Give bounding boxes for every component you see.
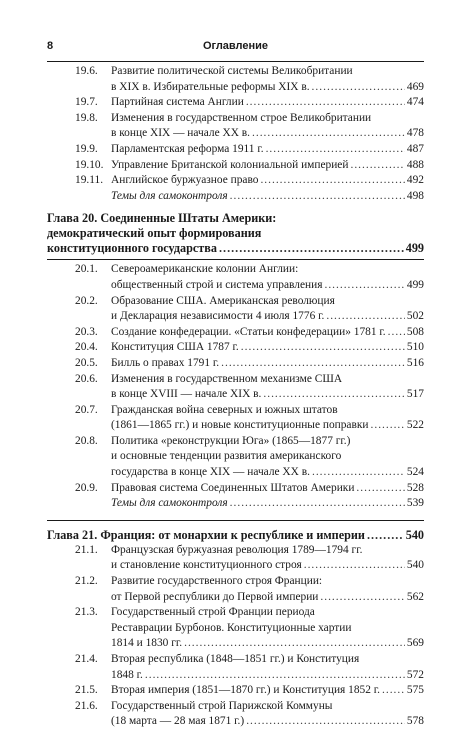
dot-leader bbox=[312, 80, 405, 96]
toc-entry[interactable] bbox=[47, 699, 424, 730]
entry-text-line: Правовая система Соединенных Штатов Америки bbox=[111, 481, 355, 494]
dot-leader bbox=[356, 481, 404, 497]
entry-last-line bbox=[111, 418, 424, 434]
page-ref: 572 bbox=[406, 668, 424, 681]
dot-leader bbox=[326, 309, 405, 325]
entry-text-line: (18 марта — 28 мая 1871 г.) bbox=[111, 715, 245, 728]
dot-leader bbox=[221, 356, 405, 372]
entry-number: 20.6. bbox=[75, 372, 98, 385]
entry-last-line bbox=[111, 387, 424, 403]
entry-text-line: государства в конце XIX — начале XX в. bbox=[111, 466, 310, 479]
entry-last-line bbox=[111, 309, 424, 325]
page-ref: 488 bbox=[406, 158, 424, 171]
dot-leader bbox=[263, 387, 405, 403]
page-ref: 510 bbox=[406, 341, 424, 354]
entry-last-line bbox=[111, 481, 424, 497]
entry-text-line: Изменения в государственном строе Великобритании bbox=[111, 111, 372, 124]
page-ref: 539 bbox=[406, 497, 424, 510]
dot-leader bbox=[382, 683, 405, 699]
dot-leader bbox=[246, 95, 405, 111]
entry-text-line: Североамериканские колонии Англии: bbox=[111, 263, 299, 276]
toc-entry[interactable] bbox=[47, 262, 424, 293]
entry-last-line bbox=[111, 189, 424, 205]
entry-number: 19.7. bbox=[75, 96, 98, 109]
toc-entry[interactable] bbox=[47, 356, 424, 372]
entry-text-line: общественный строй и система управления bbox=[111, 278, 323, 291]
entry-number: 20.3. bbox=[75, 325, 98, 338]
chapter-title-last-line bbox=[47, 241, 424, 256]
page-ref: 540 bbox=[406, 559, 424, 572]
running-title: Оглавление bbox=[202, 40, 269, 52]
toc-entry[interactable] bbox=[47, 496, 424, 512]
page-ref: 524 bbox=[406, 466, 424, 479]
dot-leader bbox=[312, 465, 405, 481]
toc-entry[interactable] bbox=[47, 434, 424, 481]
chapter-title-line bbox=[47, 226, 424, 241]
entry-last-line bbox=[111, 636, 424, 652]
entry-last-line bbox=[111, 465, 424, 481]
page-ref: 487 bbox=[406, 142, 424, 155]
dot-leader bbox=[350, 158, 404, 174]
entry-last-line bbox=[111, 325, 424, 341]
dot-leader bbox=[388, 325, 405, 341]
entry-last-line bbox=[111, 558, 424, 574]
toc-entry[interactable] bbox=[47, 189, 424, 205]
entry-number: 21.2. bbox=[75, 575, 98, 588]
entry-text-line: Вторая республика (1848—1851 гг.) и Конституция bbox=[111, 653, 360, 665]
entry-text-line: Политика «реконструкции Юга» (1865—1877 гг.) bbox=[111, 434, 351, 447]
page-ref: 508 bbox=[406, 325, 424, 338]
dot-leader bbox=[184, 636, 405, 652]
toc-entry[interactable] bbox=[47, 173, 424, 189]
entry-number: 19.9. bbox=[75, 142, 98, 155]
toc-entry[interactable] bbox=[47, 158, 424, 174]
toc-entry[interactable] bbox=[47, 294, 424, 325]
page-ref: 478 bbox=[406, 127, 424, 140]
entry-text-line: Вторая империя (1851—1870 гг.) и Конституция 1852 г. bbox=[111, 684, 380, 697]
entry-text-line: и становление конституционного строя bbox=[111, 559, 302, 572]
entry-text-line: Английское буржуазное право bbox=[111, 174, 259, 187]
table-of-contents bbox=[47, 64, 424, 730]
entry-text-line: и Декларация независимости 4 июля 1776 г. bbox=[111, 310, 325, 323]
entry-text-line: в конце XVIII — начале XIX в. bbox=[111, 388, 262, 401]
page-ref: 522 bbox=[406, 419, 424, 432]
entry-number: 20.4. bbox=[75, 341, 98, 354]
entry-number: 19.11. bbox=[75, 174, 104, 187]
dot-leader bbox=[241, 340, 405, 356]
dot-leader bbox=[324, 278, 404, 294]
toc-entry[interactable] bbox=[47, 683, 424, 699]
entry-number: 21.1. bbox=[75, 543, 98, 556]
entry-last-line bbox=[111, 126, 424, 142]
page-ref: 499 bbox=[406, 278, 424, 291]
toc-entry[interactable] bbox=[47, 325, 424, 341]
chapter-title-text: Глава 20. Соединенные Штаты Америки: bbox=[47, 211, 277, 226]
chapter-title-text: демократический опыт формирования bbox=[47, 226, 262, 241]
entry-number: 20.8. bbox=[75, 434, 98, 447]
toc-entry[interactable] bbox=[47, 652, 424, 683]
entry-number: 20.5. bbox=[75, 356, 98, 369]
entry-text-line: Создание конфедерации. «Статьи конфедерации» 1781 г. bbox=[111, 325, 386, 338]
entry-text-line: Темы для самоконтроля bbox=[111, 189, 228, 202]
toc-entry[interactable] bbox=[47, 481, 424, 497]
page-ref: 569 bbox=[406, 637, 424, 650]
entry-text-line: Темы для самоконтроля bbox=[111, 497, 228, 510]
running-header bbox=[47, 40, 424, 56]
entry-text-line: Партийная система Англии bbox=[111, 96, 244, 109]
entry-last-line bbox=[111, 340, 424, 356]
page-number: 8 bbox=[47, 40, 54, 52]
page-ref: 498 bbox=[406, 189, 424, 202]
page-ref: 528 bbox=[406, 481, 424, 494]
entry-text-line: Государственный строй Франции периода bbox=[111, 606, 315, 619]
entry-last-line bbox=[111, 356, 424, 372]
chapter-page-ref: 540 bbox=[405, 527, 424, 542]
chapter-rule bbox=[47, 259, 424, 260]
entry-text-line: Билль о правах 1791 г. bbox=[111, 356, 220, 369]
page-ref: 575 bbox=[406, 684, 424, 697]
entry-last-line bbox=[111, 158, 424, 174]
dot-leader bbox=[304, 558, 405, 574]
entry-text-line: 1848 г. bbox=[111, 668, 143, 681]
chapter-20-heading[interactable] bbox=[47, 211, 424, 256]
entry-text-line: Гражданская война северных и южных штатов bbox=[111, 403, 338, 416]
toc-entry[interactable] bbox=[47, 605, 424, 652]
entry-text-line: в конце XIX — начале XX в. bbox=[111, 127, 250, 140]
chapter-title-line bbox=[47, 211, 424, 226]
entry-text-line: Конституция США 1787 г. bbox=[111, 341, 239, 354]
dot-leader bbox=[367, 528, 404, 543]
toc-entry[interactable] bbox=[47, 340, 424, 356]
toc-entry[interactable] bbox=[47, 574, 424, 605]
entry-number: 21.6. bbox=[75, 699, 98, 712]
entry-last-line bbox=[111, 714, 424, 730]
entry-last-line bbox=[111, 142, 424, 158]
page-ref: 516 bbox=[406, 356, 424, 369]
entry-number: 19.8. bbox=[75, 111, 98, 124]
toc-entry[interactable] bbox=[47, 142, 424, 158]
dot-leader bbox=[252, 126, 405, 142]
entry-text-line: Изменения в государственном механизме США bbox=[111, 372, 343, 385]
chapter-21-heading[interactable] bbox=[47, 528, 424, 543]
entry-number: 20.7. bbox=[75, 403, 98, 416]
dot-leader bbox=[266, 142, 405, 158]
entry-number: 19.10. bbox=[75, 158, 104, 171]
entry-last-line bbox=[111, 496, 424, 512]
entry-last-line bbox=[111, 173, 424, 189]
section-21-entries bbox=[47, 543, 424, 730]
entry-number: 21.3. bbox=[75, 606, 98, 619]
entry-number: 19.6. bbox=[75, 65, 98, 77]
section-20-entries bbox=[47, 262, 424, 512]
toc-entry[interactable] bbox=[47, 64, 424, 95]
entry-number: 20.1. bbox=[75, 263, 98, 276]
entry-last-line bbox=[111, 80, 424, 96]
toc-entry[interactable] bbox=[47, 543, 424, 574]
entry-text-line: 1814 и 1830 гг. bbox=[111, 637, 183, 650]
toc-entry[interactable] bbox=[47, 403, 424, 434]
dot-leader bbox=[230, 189, 405, 205]
toc-entry[interactable] bbox=[47, 111, 424, 142]
entry-text-line: и основные тенденции развития американского bbox=[111, 450, 342, 463]
page-ref: 492 bbox=[406, 174, 424, 187]
entry-text-line: Управление Британской колониальной империей bbox=[111, 158, 349, 171]
entry-last-line bbox=[111, 668, 424, 684]
page-ref: 502 bbox=[406, 310, 424, 323]
entry-text-line: Государственный строй Парижской Коммуны bbox=[111, 699, 333, 712]
section-19-entries bbox=[47, 64, 424, 204]
dot-leader bbox=[260, 173, 404, 189]
dot-leader bbox=[219, 241, 404, 256]
entry-text-line: в XIX в. Избирательные реформы XIX в. bbox=[111, 80, 310, 93]
page-ref: 474 bbox=[406, 96, 424, 109]
entry-text-line: Французская буржуазная революция 1789—1794 гг. bbox=[111, 543, 363, 556]
page-ref: 578 bbox=[406, 715, 424, 728]
entry-number: 21.5. bbox=[75, 684, 98, 697]
entry-number: 21.4. bbox=[75, 653, 98, 665]
dot-leader bbox=[320, 590, 405, 606]
entry-last-line bbox=[111, 683, 424, 699]
entry-last-line bbox=[111, 278, 424, 294]
dot-leader bbox=[145, 668, 405, 684]
entry-last-line bbox=[111, 95, 424, 111]
entry-text-line: Парламентская реформа 1911 г. bbox=[111, 142, 264, 155]
dot-leader bbox=[230, 496, 405, 512]
entry-text-line: Развитие государственного строя Франции: bbox=[111, 575, 323, 588]
toc-entry[interactable] bbox=[47, 372, 424, 403]
entry-text-line: от Первой республики до Первой империи bbox=[111, 590, 319, 603]
dot-leader bbox=[246, 714, 405, 730]
page-ref: 562 bbox=[406, 590, 424, 603]
section-rule bbox=[47, 520, 424, 521]
entry-text-line: Развитие политической системы Великобритании bbox=[111, 65, 353, 77]
entry-number: 20.9. bbox=[75, 481, 98, 494]
page-ref: 517 bbox=[406, 388, 424, 401]
entry-text-line: Реставрации Бурбонов. Конституционные хартии bbox=[111, 621, 352, 634]
toc-entry[interactable] bbox=[47, 95, 424, 111]
chapter-page-ref: 499 bbox=[405, 241, 424, 256]
chapter-title-text: Глава 21. Франция: от монархии к республике и империи bbox=[47, 527, 365, 542]
entry-last-line bbox=[111, 590, 424, 606]
entry-text-line: (1861—1865 гг.) и новые конституционные поправки bbox=[111, 419, 369, 432]
dot-leader bbox=[371, 418, 405, 434]
chapter-title-text: конституционного государства bbox=[47, 241, 217, 256]
entry-text-line: Образование США. Американская революция bbox=[111, 294, 335, 307]
header-rule bbox=[47, 61, 424, 62]
entry-number: 20.2. bbox=[75, 294, 98, 307]
chapter-title-last-line bbox=[47, 528, 424, 543]
page-ref: 469 bbox=[406, 80, 424, 93]
